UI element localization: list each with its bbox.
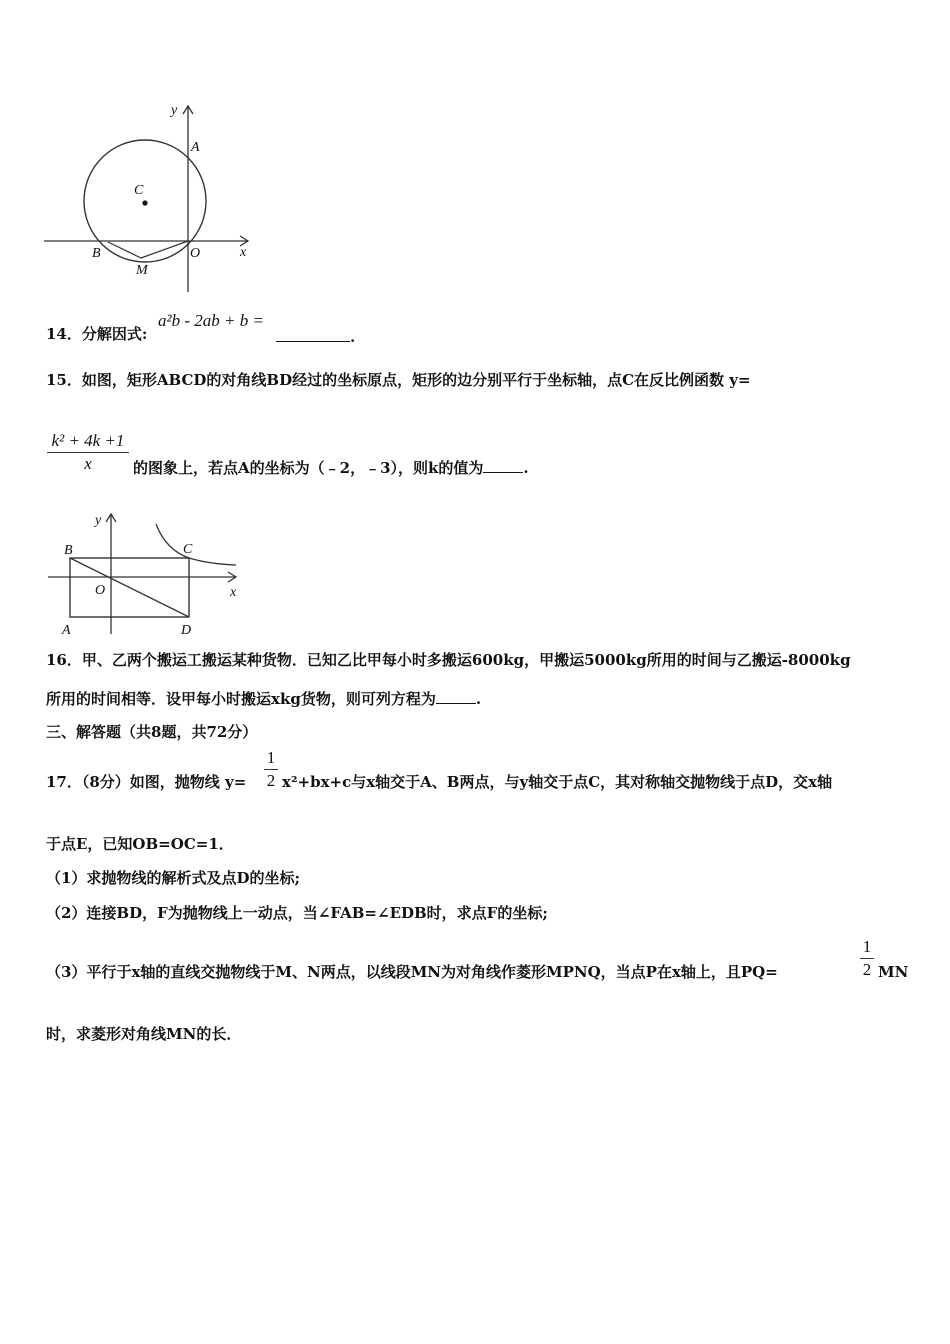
label-o: O [190, 246, 201, 261]
q16-line1: 16．甲、乙两个搬运工搬运某种货物．已知乙比甲每小时多搬运600kg，甲搬运5000kg所用的时间与乙搬运-8000kg [46, 651, 851, 669]
diagonal-bd [70, 558, 189, 617]
label-x: x [230, 585, 237, 600]
figure-circle-diagram [40, 100, 260, 300]
q15-fraction [47, 430, 129, 475]
q17-line1-b: x²+bx+c与x轴交于A、B两点，与y轴交于点C，其对称轴交抛物线于点D，交x轴 [282, 773, 833, 791]
q17-line2: 于点E，已知OB=OC=1． [46, 835, 234, 853]
q17-line1-a: 17．（8分）如图，抛物线 y= [46, 773, 247, 791]
q15-frac-denominator: x [84, 454, 92, 473]
q17-part3-frac-denominator: 2 [862, 960, 872, 979]
q17-fraction [264, 747, 278, 792]
q14-end: . [350, 328, 356, 346]
q17-part3-fraction [860, 936, 874, 981]
q17-part3-a: （3）平行于x轴的直线交抛物线于M、N两点，以线段MN为对角线作菱形MPNQ，当点P在x轴上，且PQ= [46, 963, 778, 981]
label-b: B [92, 246, 101, 261]
q17-part3-b: MN [878, 963, 909, 981]
section3-title: 三、解答题（共8题，共72分） [46, 723, 258, 741]
q14-answer-blank [276, 324, 355, 347]
label-m: M [136, 263, 148, 278]
q15-answer-blank [483, 457, 523, 473]
q15-frac-numerator: k² + 4k +1 [51, 431, 125, 450]
hyperbola-curve [156, 524, 236, 565]
q15-line2-text: 的图象上，若点A的坐标为（﹣2，﹣3），则k的值为 [133, 459, 484, 477]
q17-part1: （1）求抛物线的解析式及点D的坐标; [46, 869, 300, 887]
figure-rectangle-diagram [44, 508, 244, 638]
q15-line2 [133, 457, 529, 478]
q17-part3-frac-numerator: 1 [862, 937, 872, 956]
label-d: D [181, 623, 192, 638]
label-o: O [95, 583, 106, 598]
segment-bm [108, 242, 141, 258]
label-c: C [134, 183, 144, 198]
q17-frac-numerator: 1 [266, 748, 276, 767]
q17-frac-denominator: 2 [266, 771, 276, 790]
q15-line1: 15．如图，矩形ABCD的对角线BD经过的坐标原点，矩形的边分别平行于坐标轴，点C在反比例函数 y= [46, 371, 751, 389]
q16-line2 [46, 688, 481, 709]
q16-end: . [475, 690, 482, 708]
label-y: y [171, 103, 178, 118]
label-a: A [191, 140, 200, 155]
label-c: C [183, 542, 193, 557]
q14-expression: a²b - 2ab + b = [158, 311, 264, 330]
label-b: B [64, 543, 73, 558]
q16-answer-blank [436, 688, 476, 704]
q15-end: . [523, 459, 529, 477]
label-y: y [95, 513, 102, 528]
center-point [142, 200, 147, 205]
q16-line2-text: 所用的时间相等．设甲每小时搬运xkg货物，则可列方程为 [46, 690, 436, 708]
q17-part2: （2）连接BD，F为抛物线上一动点，当∠FAB=∠EDB时，求点F的坐标; [46, 904, 548, 922]
q14-number: 14．分解因式: [46, 325, 148, 343]
label-a: A [62, 623, 71, 638]
q17-part3-line2: 时，求菱形对角线MN的长． [46, 1025, 242, 1043]
label-x: x [240, 245, 247, 260]
